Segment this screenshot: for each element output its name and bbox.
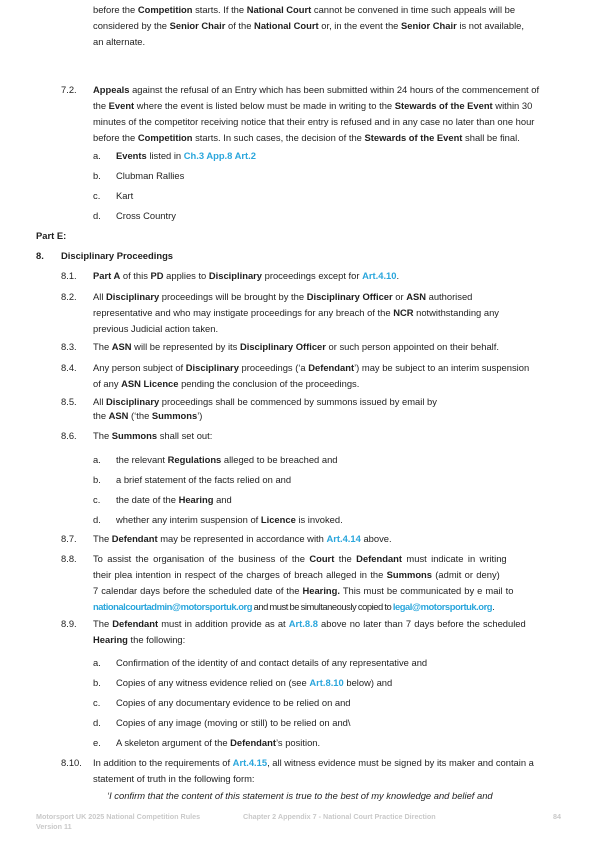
clause-8-8-line-3: 7 calendar days before the scheduled date of the Hearing. This must be communicated by e mail to bbox=[93, 585, 514, 596]
email-link-legal[interactable]: legal@motorsportuk.org bbox=[392, 601, 493, 612]
footer-title: Motorsport UK 2025 National Competition Rules bbox=[36, 812, 201, 821]
clause-7-2-line-4: before the Competition starts. In such cases, the decision of the Stewards of the Event shall be final. bbox=[93, 132, 520, 143]
clause-number-8-3: 8.3. bbox=[61, 341, 77, 352]
clause-8-2-line-1: All Disciplinary proceedings will be brought by the Disciplinary Officer or ASN authorised bbox=[93, 291, 473, 302]
clause-number-8-2: 8.2. bbox=[61, 291, 77, 302]
section-title: Disciplinary Proceedings bbox=[61, 250, 174, 261]
clause-8-6: The Summons shall set out: bbox=[93, 430, 213, 441]
clause-7-2-line-3: minutes of the competitor receiving notice that their entry is refused and in any case no later than one hour bbox=[93, 116, 535, 127]
list-letter: a. bbox=[93, 150, 101, 161]
clause-8-5-line-2: the ASN (‘the Summons’) bbox=[93, 410, 203, 421]
list-item: Copies of any witness evidence relied on (see Art.8.10 below) and bbox=[116, 677, 393, 688]
intro-line-2: considered by the Senior Chair of the National Court or, in the event the Senior Chair is not available, bbox=[93, 20, 524, 31]
link-art-4-14[interactable]: Art.4.14 bbox=[326, 533, 361, 544]
clause-number-8-9: 8.9. bbox=[61, 618, 77, 629]
list-item: A skeleton argument of the Defendant’s position. bbox=[116, 737, 321, 748]
intro-line-1: before the Competition starts. If the National Court cannot be convened in time such appeals will be bbox=[93, 4, 516, 15]
clause-8-1: Part A of this PD applies to Disciplinary proceedings except for Art.4.10. bbox=[93, 270, 400, 281]
clause-8-2-line-3: previous Judicial action taken. bbox=[93, 323, 219, 334]
clause-number-7-2: 7.2. bbox=[61, 84, 77, 95]
clause-8-10-line-1: In addition to the requirements of Art.4.15, all witness evidence must be signed by its maker and contain a bbox=[93, 757, 534, 768]
section-number: 8. bbox=[36, 250, 44, 261]
page-number: 84 bbox=[553, 812, 561, 821]
clause-8-8-line-1: To assist the organisation of the business of the Court the Defendant must indicate in writing bbox=[93, 553, 507, 564]
clause-8-4-line-1: Any person subject of Disciplinary proceedings (‘a Defendant’) may be subject to an interim suspension bbox=[93, 362, 530, 373]
clause-8-8-line-2: their plea intention in respect of the charges of breach alleged in the Summons (admit or deny) bbox=[93, 569, 500, 580]
clause-number-8-1: 8.1. bbox=[61, 270, 77, 281]
statement-of-truth-quote: ‘I confirm that the content of this statement is true to the best of my knowledge and belief and bbox=[107, 790, 493, 801]
clause-number-8-5: 8.5. bbox=[61, 396, 77, 407]
list-letter: a. bbox=[93, 657, 101, 668]
list-item: Kart bbox=[116, 190, 134, 201]
list-item: Clubman Rallies bbox=[116, 170, 185, 181]
list-item: Events listed in Ch.3 App.8 Art.2 bbox=[116, 150, 256, 161]
link-ch3-app8-art2[interactable]: Ch.3 App.8 Art.2 bbox=[183, 150, 256, 161]
list-letter: c. bbox=[93, 697, 101, 708]
clause-number-8-8: 8.8. bbox=[61, 553, 77, 564]
clause-number-8-4: 8.4. bbox=[61, 362, 77, 373]
list-letter: b. bbox=[93, 677, 101, 688]
list-letter: d. bbox=[93, 717, 101, 728]
clause-8-2-line-2: representative and who may instigate proceedings for any breach of the NCR notwithstanding any bbox=[93, 307, 499, 318]
link-art-8-10[interactable]: Art.8.10 bbox=[309, 677, 344, 688]
clause-7-2-line-2: the Event where the event is listed below must be made in writing to the Stewards of the Event within 30 bbox=[93, 100, 533, 111]
clause-8-10-line-2: statement of truth in the following form: bbox=[93, 773, 255, 784]
list-letter: c. bbox=[93, 190, 101, 201]
list-item: the relevant Regulations alleged to be breached and bbox=[116, 454, 338, 465]
clause-number-8-10: 8.10. bbox=[61, 757, 82, 768]
list-item: Copies of any documentary evidence to be relied on and bbox=[116, 697, 351, 708]
clause-8-3: The ASN will be represented by its Disciplinary Officer or such person appointed on their behalf. bbox=[93, 341, 499, 352]
link-art-8-8[interactable]: Art.8.8 bbox=[288, 618, 318, 629]
list-letter: d. bbox=[93, 514, 101, 525]
list-item: a brief statement of the facts relied on and bbox=[116, 474, 292, 485]
clause-8-7: The Defendant may be represented in accordance with Art.4.14 above. bbox=[93, 533, 392, 544]
list-item: the date of the Hearing and bbox=[116, 494, 232, 505]
footer-version: Version 11 bbox=[36, 822, 72, 831]
clause-7-2-line-1: Appeals against the refusal of an Entry which has been submitted within 24 hours of the commencement of bbox=[93, 84, 540, 95]
list-letter: d. bbox=[93, 210, 101, 221]
footer-chapter: Chapter 2 Appendix 7 - National Court Practice Direction bbox=[243, 812, 436, 821]
list-letter: b. bbox=[93, 170, 101, 181]
link-art-4-10[interactable]: Art.4.10 bbox=[362, 270, 397, 281]
link-art-4-15[interactable]: Art.4.15 bbox=[232, 757, 268, 768]
intro-line-3: an alternate. bbox=[93, 36, 146, 47]
clause-8-8-line-4: nationalcourtadmin@motorsportuk.org and must be simultaneously copied to legal@motorsportuk.org. bbox=[93, 601, 495, 612]
clause-8-9-line-1: The Defendant must in addition provide as at Art.8.8 above no later than 7 days before the scheduled bbox=[93, 618, 526, 629]
list-letter: e. bbox=[93, 737, 101, 748]
email-link-nationalcourtadmin[interactable]: nationalcourtadmin@motorsportuk.org bbox=[93, 601, 253, 612]
part-heading: Part E: bbox=[36, 230, 67, 241]
clause-number-8-6: 8.6. bbox=[61, 430, 77, 441]
list-item: whether any interim suspension of Licence is invoked. bbox=[116, 514, 343, 525]
clause-8-4-line-2: of any ASN Licence pending the conclusion of the proceedings. bbox=[93, 378, 360, 389]
list-letter: a. bbox=[93, 454, 101, 465]
list-letter: b. bbox=[93, 474, 101, 485]
clause-8-9-line-2: Hearing the following: bbox=[93, 634, 186, 645]
list-item: Confirmation of the identity of and contact details of any representative and bbox=[116, 657, 428, 668]
clause-8-5-line-1: All Disciplinary proceedings shall be commenced by summons issued by email by bbox=[93, 396, 437, 407]
list-item: Cross Country bbox=[116, 210, 176, 221]
list-letter: c. bbox=[93, 494, 101, 505]
clause-number-8-7: 8.7. bbox=[61, 533, 77, 544]
list-item: Copies of any image (moving or still) to be relied on and\ bbox=[116, 717, 351, 728]
